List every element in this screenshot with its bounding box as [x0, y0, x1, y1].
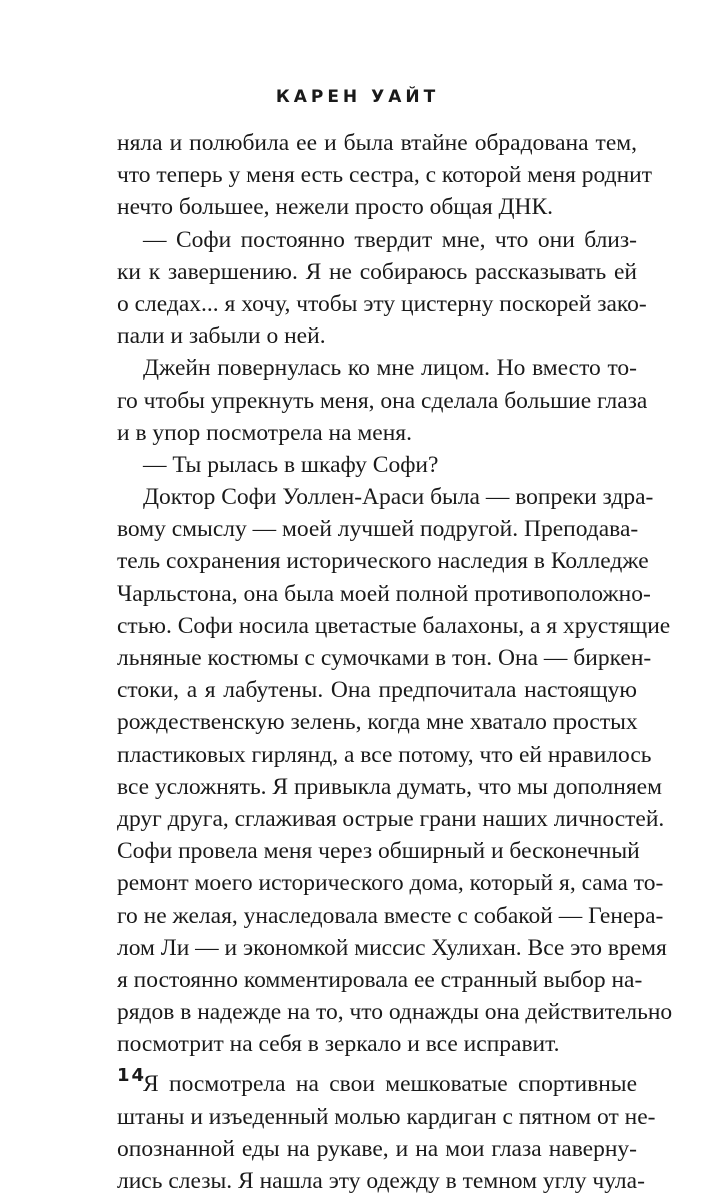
text-line: опознанной еды на рукаве, и на мои глаза наверну- [117, 1135, 637, 1162]
text-line: друг друга, сглаживая острые грани наших личностей. [117, 805, 665, 832]
text-line: что теперь у меня есть сестра, с которой меня роднит [117, 162, 652, 189]
text-line: рождественскую зелень, когда мне хватало простых [117, 709, 638, 736]
text-line: няла и полюбила ее и была втайне обрадована тем, [117, 130, 637, 156]
text-line: пластиковых гирлянд, а все потому, что ей нравилось [117, 741, 652, 768]
text-line: рядов в надежде на то, что однажды она действительно [117, 999, 673, 1026]
text-line: о следах... я хочу, чтобы эту цистерну поскорей зако- [117, 290, 647, 317]
text-line: ки к завершению. Я не собираюсь рассказывать ей [117, 258, 637, 285]
text-line: нечто большее, нежели просто общая ДНК. [117, 194, 554, 221]
text-line: Софи провела меня через обширный и бесконечный [117, 838, 640, 865]
text-line: Я посмотрела на свои мешковатые спортивные [143, 1071, 637, 1098]
text-line: стоки, а я лабутены. Она предпочитала настоящую [117, 677, 637, 704]
paragraph [117, 352, 648, 449]
paragraph [117, 1068, 656, 1197]
text-line: ремонт моего исторического дома, который я, сама то- [117, 870, 664, 897]
text-line: я постоянно комментировала ее странный выбор на- [117, 966, 643, 993]
text-line: го чтобы упрекнуть меня, она сделала большие глаза [117, 387, 648, 414]
paragraph [117, 127, 652, 224]
text-line: тель сохранения исторического наследия в Колледже [117, 548, 649, 575]
text-line: пали и забыли о ней. [117, 323, 326, 350]
text-line: го не желая, унаследовала вместе с собакой — Генера- [117, 902, 664, 929]
running-head: КАРЕН УАЙТ [275, 87, 440, 107]
text-line: Джейн повернулась ко мне лицом. Но вместо то- [143, 355, 637, 382]
text-line: все усложнять. Я привыкла думать, что мы дополняем [117, 773, 662, 800]
text-line: лись слезы. Я нашла эту одежду в темном углу чула- [117, 1168, 645, 1194]
body-text [117, 127, 673, 1197]
paragraph [117, 481, 673, 1060]
text-line: штаны и изъеденный молью кардиган с пятном от не- [117, 1103, 656, 1130]
text-line: вому смыслу — моей лучшей подругой. Преподава- [117, 516, 639, 543]
text-line: — Софи постоянно твердит мне, что они близ- [143, 226, 637, 253]
text-line: посмотрит на себя в зеркало и все исправит. [117, 1031, 560, 1058]
page-number: 14 [117, 1065, 147, 1086]
text-line: Чарльстона, она была моей полной противоположно- [117, 580, 651, 607]
text-line: льняные костюмы с сумочками в тон. Она — биркен- [117, 645, 652, 671]
text-line: — Ты рылась в шкафу Софи? [143, 451, 439, 478]
text-line: стью. Софи носила цветастые балахоны, а я хрустящие [117, 612, 671, 639]
text-line: Доктор Софи Уоллен-Араси была — вопреки здра- [143, 484, 654, 511]
text-line: лом Ли — и экономкой миссис Хулихан. Все это время [117, 934, 667, 961]
paragraph [117, 224, 647, 353]
paragraph [117, 449, 637, 481]
text-line: и в упор посмотрела на меня. [117, 419, 412, 446]
